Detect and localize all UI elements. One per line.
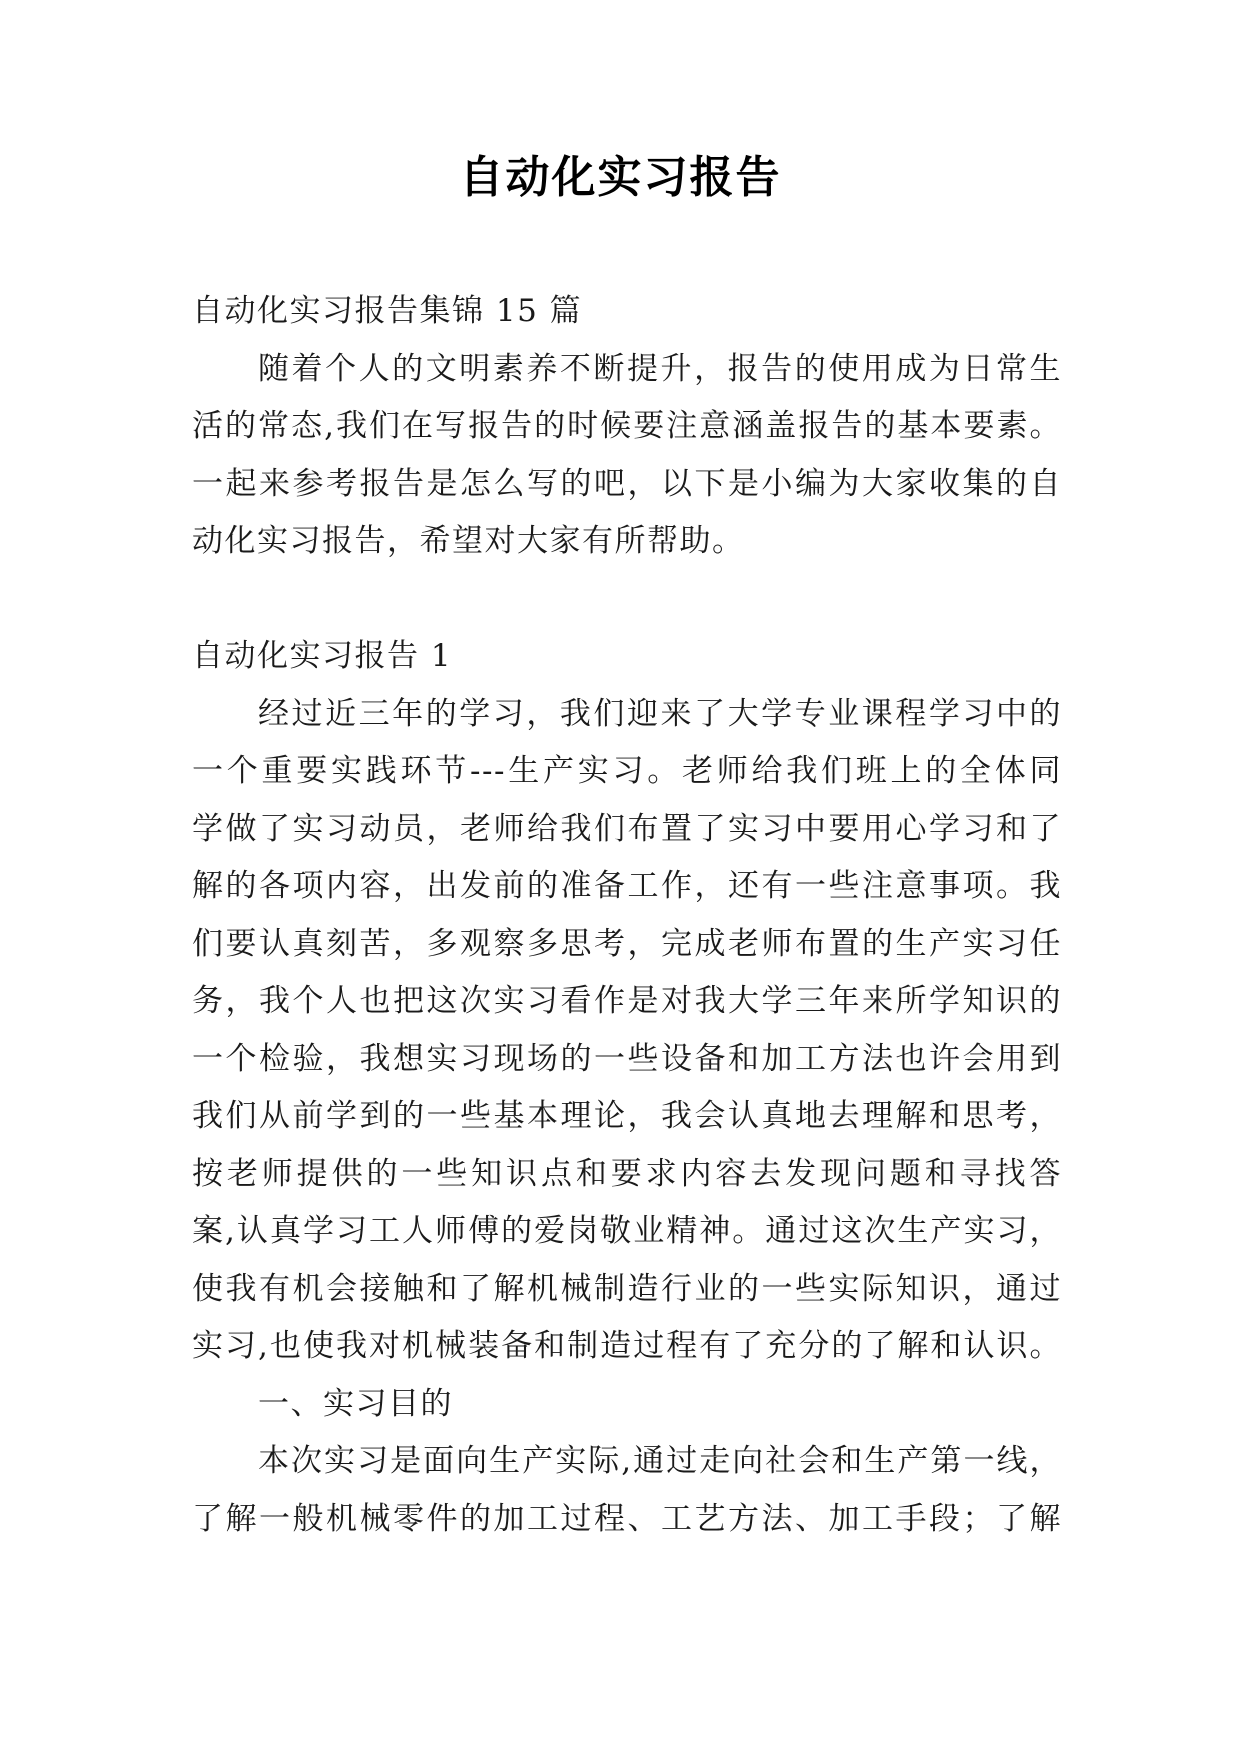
intro-line: 随着个人的文明素养不断提升，报告的使用成为日常生: [258, 350, 1062, 387]
section-heading: 自动化实习报告 1: [192, 638, 453, 674]
body-line: 解的各项内容，出发前的准备工作，还有一些注意事项。我: [192, 868, 1062, 904]
body-line: 使我有机会接触和了解机械制造行业的一些实际知识，通过: [192, 1270, 1062, 1307]
document-title: 自动化实习报告: [459, 152, 782, 203]
body-line: 学做了实习动员，老师给我们布置了实习中要用心学习和了: [192, 810, 1062, 847]
body-line: 了解一般机械零件的加工过程、工艺方法、加工手段；了解: [192, 1500, 1062, 1537]
body-line: 经过近三年的学习，我们迎来了大学专业课程学习中的: [258, 695, 1062, 732]
body-line: 本次实习是面向生产实际,通过走向社会和生产第一线，: [258, 1443, 1062, 1479]
body-line: 一个检验，我想实习现场的一些设备和加工方法也许会用到: [192, 1040, 1062, 1077]
body-line: 务，我个人也把这次实习看作是对我大学三年来所学知识的: [192, 983, 1062, 1019]
collection-heading: 自动化实习报告集锦 15 篇: [192, 293, 583, 329]
intro-line: 一起来参考报告是怎么写的吧，以下是小编为大家收集的自: [192, 465, 1062, 502]
intro-line: 活的常态,我们在写报告的时候要注意涵盖报告的基本要素。: [192, 408, 1062, 444]
body-line: 按老师提供的一些知识点和要求内容去发现问题和寻找答: [192, 1155, 1062, 1192]
intro-line: 动化实习报告，希望对大家有所帮助。: [192, 523, 745, 559]
paragraph-gap: [192, 571, 1062, 629]
body-line: 我们从前学到的一些基本理论，我会认真地去理解和思考，: [192, 1098, 1062, 1134]
subsection-heading: 一、实习目的: [258, 1385, 453, 1422]
body-line: 案,认真学习工人师傅的爱岗敬业精神。通过这次生产实习，: [192, 1213, 1062, 1249]
body-line: 实习,也使我对机械装备和制造过程有了充分的了解和认识。: [192, 1328, 1062, 1364]
document-body: [192, 283, 1062, 1548]
body-line: 一个重要实践环节---生产实习。老师给我们班上的全体同: [192, 753, 1062, 789]
body-line: 们要认真刻苦，多观察多思考，完成老师布置的生产实习任: [192, 925, 1062, 962]
